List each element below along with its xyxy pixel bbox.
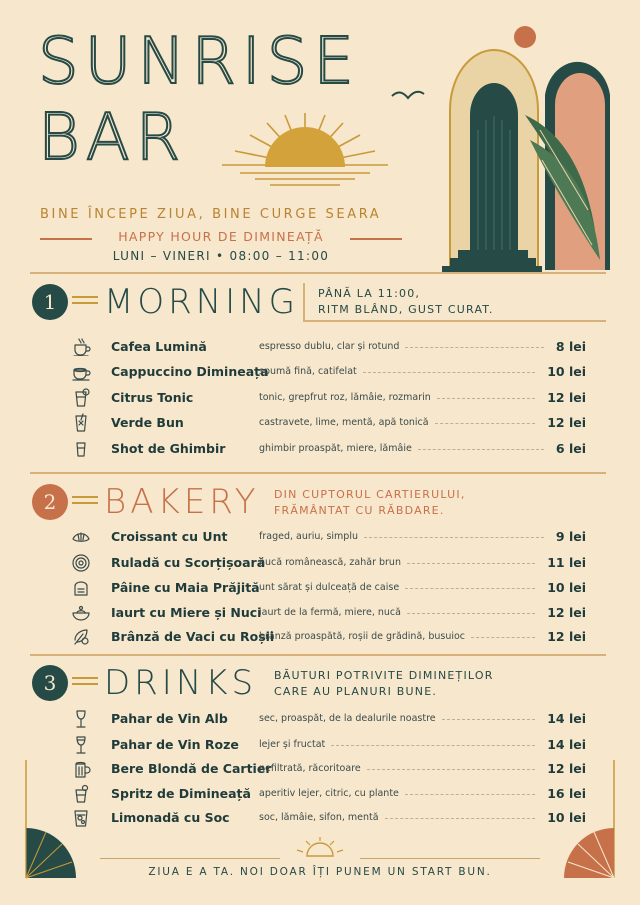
item-price: 6 lei <box>555 440 586 456</box>
item-name: Spritz de Dimineață <box>111 785 251 801</box>
menu-item <box>70 335 586 357</box>
divider <box>100 858 280 859</box>
menu-item <box>70 625 586 647</box>
menu-item <box>70 551 586 573</box>
section-dash <box>72 496 98 498</box>
leader-dots <box>385 818 536 819</box>
item-description: nefiltrată, răcoritoare <box>259 762 361 774</box>
item-description: espresso dublu, clar și rotund <box>259 340 400 352</box>
yogurt-bowl-icon <box>70 601 92 623</box>
leader-dots <box>407 613 535 614</box>
item-description: unt sărat și dulceață de caise <box>259 581 400 593</box>
item-description: lejer și fructat <box>259 738 326 750</box>
item-price: 12 lei <box>547 389 586 405</box>
item-description: castravete, lime, mentă, apă tonică <box>259 416 429 428</box>
green-glass-icon <box>70 411 92 433</box>
item-description: nucă românească, zahăr brun <box>259 556 401 568</box>
divider <box>30 654 606 656</box>
leader-dots <box>405 588 535 589</box>
leader-dots <box>331 745 535 746</box>
item-name: Pâine cu Maia Prăjită <box>111 579 260 595</box>
item-name: Croissant cu Unt <box>111 528 228 544</box>
happy-hour-times: LUNI – VINERI • 08:00 – 11:00 <box>112 249 330 263</box>
section-number: 3 <box>32 665 68 701</box>
item-description: soc, lămâie, sifon, mentă <box>259 811 379 823</box>
leader-dots <box>407 563 535 564</box>
item-description: sec, proaspăt, de la dealurile noastre <box>259 712 436 724</box>
leader-dots <box>364 537 544 538</box>
section-number: 1 <box>32 284 68 320</box>
item-description: ghimbir proaspăt, miere, lămâie <box>259 442 412 454</box>
section-number: 2 <box>32 484 68 520</box>
happy-hour-banner <box>40 229 402 247</box>
item-name: Ruladă cu Scorțișoară <box>111 554 266 570</box>
section-subtitle <box>318 286 494 318</box>
item-name: Shot de Ghimbir <box>111 440 226 456</box>
section-dash <box>72 302 98 304</box>
section-title: MORNING <box>104 282 299 322</box>
menu-item <box>70 806 586 828</box>
item-name: Pahar de Vin Alb <box>111 710 228 726</box>
bread-icon <box>70 576 92 598</box>
item-name: Cafea Lumină <box>111 338 207 354</box>
item-description: brânză proaspătă, roșii de grădină, busuioc <box>259 630 466 642</box>
menu-item <box>70 386 586 408</box>
section-dash <box>72 683 98 685</box>
bird-icon <box>390 86 426 106</box>
item-price: 14 lei <box>547 710 586 726</box>
leader-dots <box>435 423 536 424</box>
item-description: tonic, grepfrut roz, lămâie, rozmarin <box>259 391 431 403</box>
item-description: spumă fină, catifelat <box>259 365 357 377</box>
divider <box>30 272 606 274</box>
item-description: aperitiv lejer, citric, cu plante <box>259 787 399 799</box>
item-name: Pahar de Vin Roze <box>111 736 239 752</box>
leader-dots <box>437 398 535 399</box>
menu-item <box>70 601 586 623</box>
item-price: 10 lei <box>547 579 586 595</box>
item-price: 12 lei <box>547 604 586 620</box>
item-name: Brânză de Vaci cu Roșii <box>111 628 275 644</box>
item-price: 14 lei <box>547 736 586 752</box>
subtitle-line: DIN CUPTORUL CARTIERULUI, <box>274 488 466 501</box>
section-title: DRINKS <box>104 663 258 703</box>
item-price: 8 lei <box>555 338 586 354</box>
leader-dots <box>367 769 535 770</box>
menu-item <box>70 707 586 729</box>
subtitle-line: BĂUTURI POTRIVITE DIMINEȚILOR <box>274 669 494 682</box>
leader-dots <box>405 794 535 795</box>
footer-slogan: ZIUA E A TA. NOI DOAR ÎȚI PUNEM UN START BUN. <box>148 866 492 878</box>
menu-item <box>70 782 586 804</box>
leader-dots <box>405 347 543 348</box>
item-name: Verde Bun <box>111 414 184 430</box>
subtitle-line: CARE AU PLANURI BUNE. <box>274 685 438 698</box>
subtitle-line: FRĂMÂNTAT CU RĂBDARE. <box>274 504 445 517</box>
menu-item <box>70 757 586 779</box>
item-price: 10 lei <box>547 809 586 825</box>
small-sun-icon <box>285 836 355 858</box>
citrus-glass-icon <box>70 386 92 408</box>
title-line-1: SUNRISE <box>38 25 360 99</box>
item-price: 10 lei <box>547 363 586 379</box>
item-description: iaurt de la fermă, miere, nucă <box>259 606 401 618</box>
section-title: BAKERY <box>104 482 260 522</box>
croissant-icon <box>70 525 92 547</box>
menu-item <box>70 576 586 598</box>
item-price: 11 lei <box>547 554 586 570</box>
section-subtitle <box>274 487 466 519</box>
shot-glass-icon <box>70 437 92 459</box>
menu-item <box>70 733 586 755</box>
happy-hour-label: HAPPY HOUR DE DIMINEAȚĂ <box>118 229 324 244</box>
subtitle-line: PÂNĂ LA 11:00, <box>318 287 421 300</box>
item-name: Limonadă cu Soc <box>111 809 230 825</box>
wine-glass-icon <box>70 707 92 729</box>
divider <box>303 320 606 322</box>
item-name: Citrus Tonic <box>111 389 194 405</box>
title-line-2: BAR <box>38 101 187 175</box>
item-price: 12 lei <box>547 628 586 644</box>
item-price: 16 lei <box>547 785 586 801</box>
item-price: 12 lei <box>547 414 586 430</box>
subtitle-line: RITM BLÂND, GUST CURAT. <box>318 303 494 316</box>
item-price: 9 lei <box>555 528 586 544</box>
sunrise-icon <box>210 105 400 195</box>
corner-fan-icon <box>536 760 616 880</box>
item-name: Cappuccino Dimineața <box>111 363 269 379</box>
menu-item <box>70 360 586 382</box>
menu-item <box>70 437 586 459</box>
arch-illustration-icon <box>430 20 610 275</box>
leader-dots <box>471 637 535 638</box>
menu-item <box>70 525 586 547</box>
leaf-plate-icon <box>70 625 92 647</box>
leader-dots <box>418 449 544 450</box>
section-dash <box>72 296 98 298</box>
section-subtitle <box>274 668 494 700</box>
divider <box>360 858 540 859</box>
leader-dots <box>363 372 535 373</box>
cinnamon-roll-icon <box>70 551 92 573</box>
corner-fan-icon <box>24 760 104 880</box>
cappuccino-cup-icon <box>70 360 92 382</box>
coffee-cup-icon <box>70 335 92 357</box>
item-description: fraged, auriu, simplu <box>259 530 358 542</box>
item-name: Iaurt cu Miere și Nuci <box>111 604 262 620</box>
divider <box>30 472 606 474</box>
leader-dots <box>442 719 536 720</box>
tagline: BINE ÎNCEPE ZIUA, BINE CURGE SEARA <box>40 207 382 222</box>
item-name: Bere Blondă de Cartier <box>111 760 272 776</box>
section-dash <box>72 502 98 504</box>
wine-glass-rose-icon <box>70 733 92 755</box>
section-dash <box>72 677 98 679</box>
item-price: 12 lei <box>547 760 586 776</box>
menu-item <box>70 411 586 433</box>
divider <box>303 283 305 321</box>
